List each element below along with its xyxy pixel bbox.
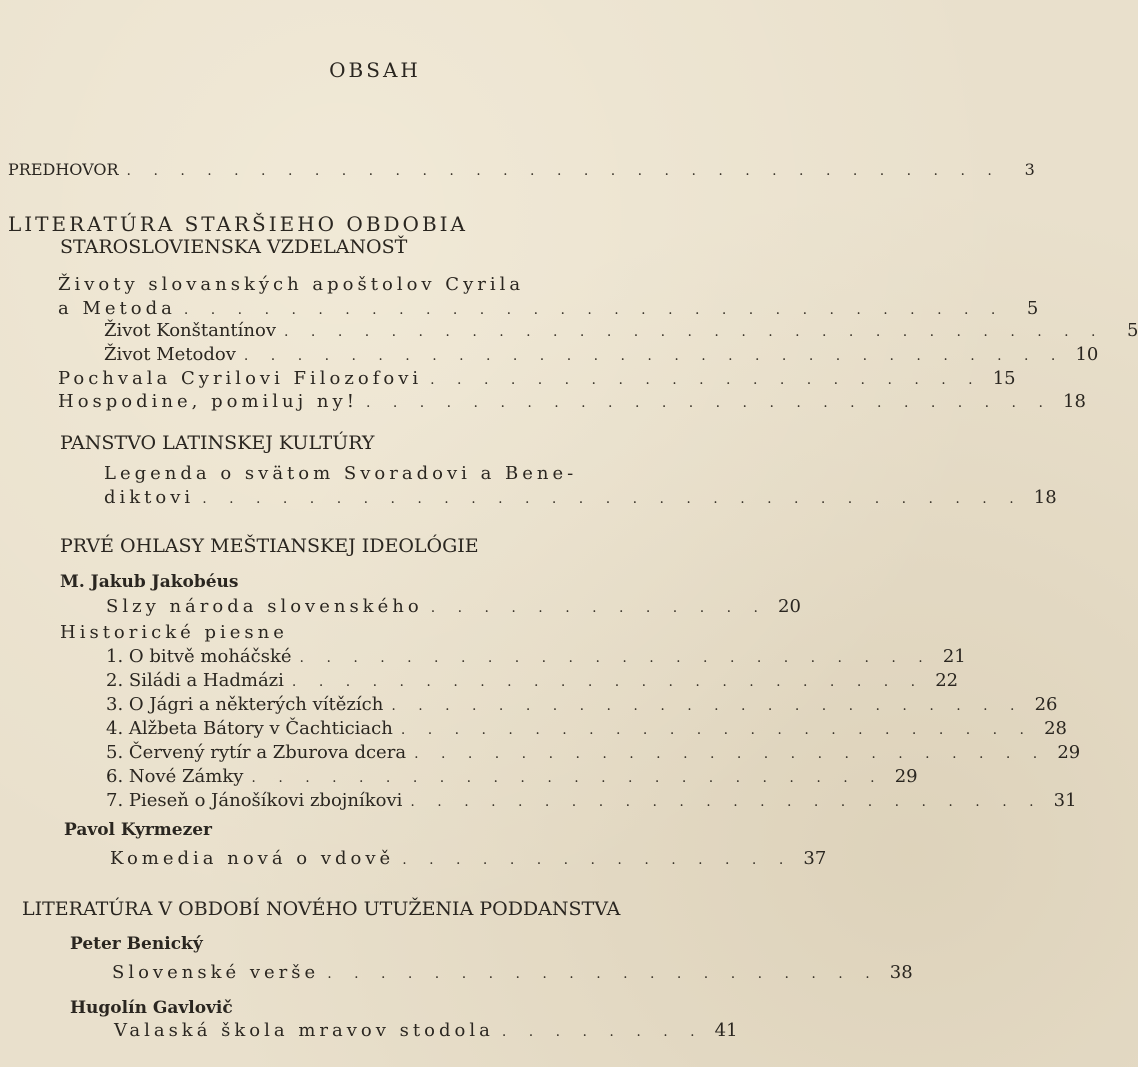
author-name: Hugolín Gavlovič — [70, 998, 233, 1018]
toc-entry — [106, 694, 1058, 715]
toc-entry — [110, 848, 827, 869]
toc-page: 15 — [992, 368, 1016, 389]
dot-leader: . . . . . . . . . . . . . . . . . . . . . . . . — [410, 794, 1043, 810]
toc-label: Slovenské verše — [112, 962, 320, 983]
section-heading: LITERATÚRA V OBDOBÍ NOVÉHO UTUŽENIA PODDANSTVA — [22, 898, 621, 920]
toc-label: 2. Siládi a Hadmázi — [106, 670, 284, 691]
author-name: Pavol Kyrmezer — [64, 820, 213, 840]
author-name: Peter Benický — [70, 934, 203, 954]
author-name: M. Jakub Jakobéus — [60, 572, 239, 592]
toc-page: 22 — [935, 670, 959, 691]
toc-label: 1. O bitvě moháčské — [106, 646, 292, 667]
toc-page: 21 — [942, 646, 966, 667]
toc-page: 5 — [1127, 320, 1138, 341]
toc-entry — [112, 962, 913, 983]
toc-entry — [106, 766, 918, 787]
dot-leader: . . . . . . . . . . . . . . . . . . . . . . . . . . . . . . . — [202, 491, 1023, 507]
dot-leader: . . . . . . . . . . . . . . . . . . . . . . . . . . . . . . . — [284, 324, 1105, 340]
subsection-heading: PRVÉ OHLASY MEŠTIANSKEJ IDEOLÓGIE — [60, 535, 479, 557]
dot-leader: . . . . . . . . . . . . . . . . . . . . . . . . — [414, 746, 1047, 762]
toc-label: Legenda o svätom Svoradovi a Bene- — [104, 463, 578, 484]
toc-page: 20 — [778, 596, 801, 617]
toc-page: 29 — [894, 766, 918, 787]
toc-label: 5. Červený rytír a Zburova dcera — [106, 742, 407, 763]
toc-page: 38 — [889, 962, 913, 983]
toc-label: Historické piesne — [60, 622, 288, 643]
dot-leader: . . . . . . . . . . . . . . . . . . . . . . . . — [291, 674, 925, 690]
toc-page: 37 — [803, 848, 827, 869]
toc-label: a Metoda — [58, 298, 176, 319]
toc-label: 6. Nové Zámky — [106, 766, 244, 787]
toc-page: 31 — [1053, 790, 1077, 811]
toc-page: 26 — [1034, 694, 1058, 715]
dot-leader: . . . . . . . . — [501, 1024, 704, 1040]
toc-page: 10 — [1075, 344, 1099, 365]
dot-leader: . . . . . . . . . . . . . . . . . . . . . . . . — [391, 698, 1024, 714]
dot-leader: . . . . . . . . . . . . . . . . . . . . . . . . . . . . . . . . . — [126, 163, 1001, 179]
toc-label: Život Konštantínov — [104, 320, 277, 341]
toc-entry — [106, 670, 959, 691]
toc-entry — [106, 742, 1081, 763]
toc-entry — [8, 160, 1035, 179]
section-heading: LITERATÚRA STARŠIEHO OBDOBIA — [8, 212, 468, 236]
toc-entry — [58, 391, 1086, 412]
dot-leader: . . . . . . . . . . . . . . . . . . . . . — [327, 966, 879, 982]
toc-entry — [58, 368, 1016, 389]
page-title: OBSAH — [329, 58, 421, 82]
toc-label: Valaská škola mravov stodola — [114, 1020, 494, 1041]
toc-entry — [106, 646, 966, 667]
toc-entry — [104, 320, 1138, 341]
toc-label: diktovi — [104, 487, 195, 508]
subsection-heading: PANSTVO LATINSKEJ KULTÚRY — [60, 432, 375, 454]
toc-label: 3. O Jágri a některých vítězích — [106, 694, 384, 715]
toc-entry — [106, 790, 1077, 811]
dot-leader: . . . . . . . . . . . . . . . . . . . . . . . . . . . . . . . — [183, 302, 1005, 318]
toc-label: PREDHOVOR — [8, 160, 119, 179]
toc-label: Pochvala Cyrilovi Filozofovi — [58, 368, 423, 389]
dot-leader: . . . . . . . . . . . . . . . . . . . . . . . . . . — [365, 395, 1052, 411]
toc-label: Životy slovanských apoštolov Cyrila — [58, 274, 525, 295]
toc-page: 18 — [1063, 391, 1086, 412]
toc-page: 18 — [1033, 487, 1057, 508]
toc-label: Slzy národa slovenského — [106, 596, 423, 617]
toc-label: 4. Alžbeta Bátory v Čachticiach — [106, 718, 393, 739]
toc-page: 5 — [1026, 298, 1039, 319]
toc-entry — [106, 596, 801, 617]
toc-page: 3 — [1024, 160, 1035, 179]
toc-entry — [104, 487, 1057, 508]
dot-leader: . . . . . . . . . . . . . — [430, 600, 767, 616]
dot-leader: . . . . . . . . . . . . . . . . . . . . . . . . — [299, 650, 932, 666]
toc-label: 7. Pieseň o Jánošíkovi zbojníkovi — [106, 790, 403, 811]
toc-entry — [114, 1020, 738, 1041]
toc-label: Komedia nová o vdově — [110, 848, 395, 869]
dot-leader: . . . . . . . . . . . . . . . . . . . . . — [430, 372, 982, 388]
dot-leader: . . . . . . . . . . . . . . . . . . . . . . . . — [251, 770, 884, 786]
toc-page: 41 — [714, 1020, 738, 1041]
toc-entry — [104, 344, 1099, 365]
toc-entry — [58, 298, 1039, 319]
toc-label: Hospodine, pomiluj ny! — [58, 391, 358, 412]
subsection-heading: STAROSLOVIENSKA VZDELANOSŤ — [60, 236, 408, 258]
toc-page: 28 — [1044, 718, 1067, 739]
dot-leader: . . . . . . . . . . . . . . . . . . . . . . . . — [400, 722, 1033, 738]
toc-entry — [106, 718, 1067, 739]
dot-leader: . . . . . . . . . . . . . . . . . . . . . . . . . . . . . . . — [243, 348, 1065, 364]
toc-page: 29 — [1057, 742, 1081, 763]
toc-label: Život Metodov — [104, 344, 236, 365]
dot-leader: . . . . . . . . . . . . . . . — [402, 852, 793, 868]
